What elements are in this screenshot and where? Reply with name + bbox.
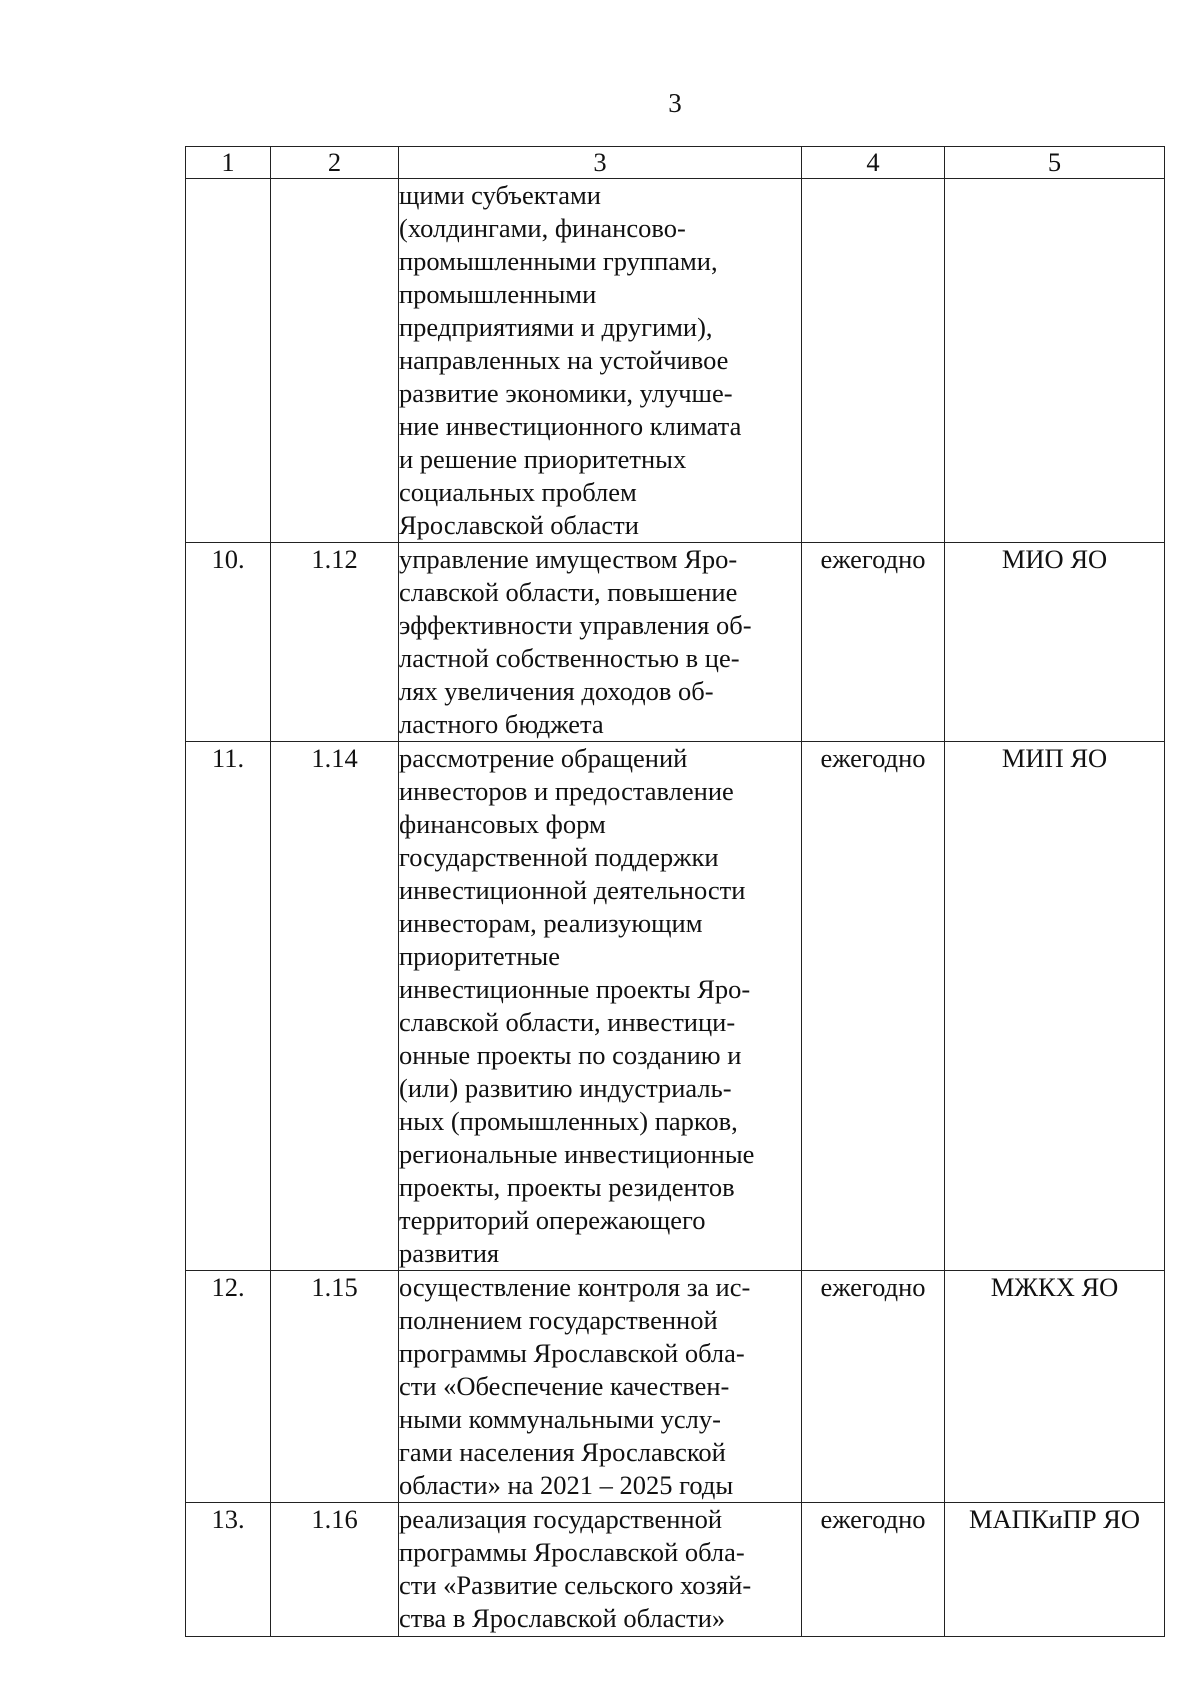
activity-description-cell: щими субъектами (холдингами, финансово- промышленными группами, промышленными предприятиями и другими), направленных на устойчивое развитие экономики, улучше- ние инвестиционного климата и решение приоритетных социальных проблем Ярославской области (399, 179, 802, 543)
term-cell: ежегодно (802, 1271, 945, 1503)
activity-description-cell: реализация государственной программы Ярославской обла- сти «Развитие сельского хозяй- ства в Ярославской области» (399, 1503, 802, 1637)
term-cell (802, 179, 945, 543)
table-row (186, 179, 1165, 543)
table-row (186, 1271, 1165, 1503)
column-header: 4 (802, 147, 945, 179)
term-cell: ежегодно (802, 1503, 945, 1637)
item-code-cell: 1.16 (271, 1503, 399, 1637)
column-header: 2 (271, 147, 399, 179)
column-header: 3 (399, 147, 802, 179)
row-number-cell: 12. (186, 1271, 271, 1503)
item-code-cell: 1.12 (271, 543, 399, 742)
activity-description-cell: рассмотрение обращений инвесторов и предоставление финансовых форм государственной поддержки инвестиционной деятельности инвесторам, реализующим приоритетные инвестиционные проекты Яро- славской области, инвестици- онные проекты по созданию и (или) развитию индустриаль- ных (промышленных) парков, региональные инвестиционные проекты, проекты резидентов территорий опережающего развития (399, 742, 802, 1271)
table-header-row (186, 147, 1165, 179)
term-cell: ежегодно (802, 543, 945, 742)
page-number: 3 (668, 88, 682, 118)
activity-description-cell: осуществление контроля за ис- полнением государственной программы Ярославской обла- сти «Обеспечение качествен- ными коммунальными услу- гами населения Ярославской области» на 2021 – 2025 годы (399, 1271, 802, 1503)
plan-table (185, 146, 1165, 1637)
responsible-cell: МЖКХ ЯО (945, 1271, 1165, 1503)
responsible-cell: МИО ЯО (945, 543, 1165, 742)
table-row (186, 1503, 1165, 1637)
responsible-cell: МИП ЯО (945, 742, 1165, 1271)
column-header: 5 (945, 147, 1165, 179)
responsible-cell (945, 179, 1165, 543)
row-number-cell (186, 179, 271, 543)
row-number-cell: 13. (186, 1503, 271, 1637)
term-cell: ежегодно (802, 742, 945, 1271)
responsible-cell: МАПКиПР ЯО (945, 1503, 1165, 1637)
column-header: 1 (186, 147, 271, 179)
row-number-cell: 11. (186, 742, 271, 1271)
table-row (186, 742, 1165, 1271)
item-code-cell: 1.15 (271, 1271, 399, 1503)
table-row (186, 543, 1165, 742)
row-number-cell: 10. (186, 543, 271, 742)
item-code-cell: 1.14 (271, 742, 399, 1271)
activity-description-cell: управление имуществом Яро- славской области, повышение эффективности управления об- ластной собственностью в це- лях увеличения доходов об- ластного бюджета (399, 543, 802, 742)
item-code-cell (271, 179, 399, 543)
